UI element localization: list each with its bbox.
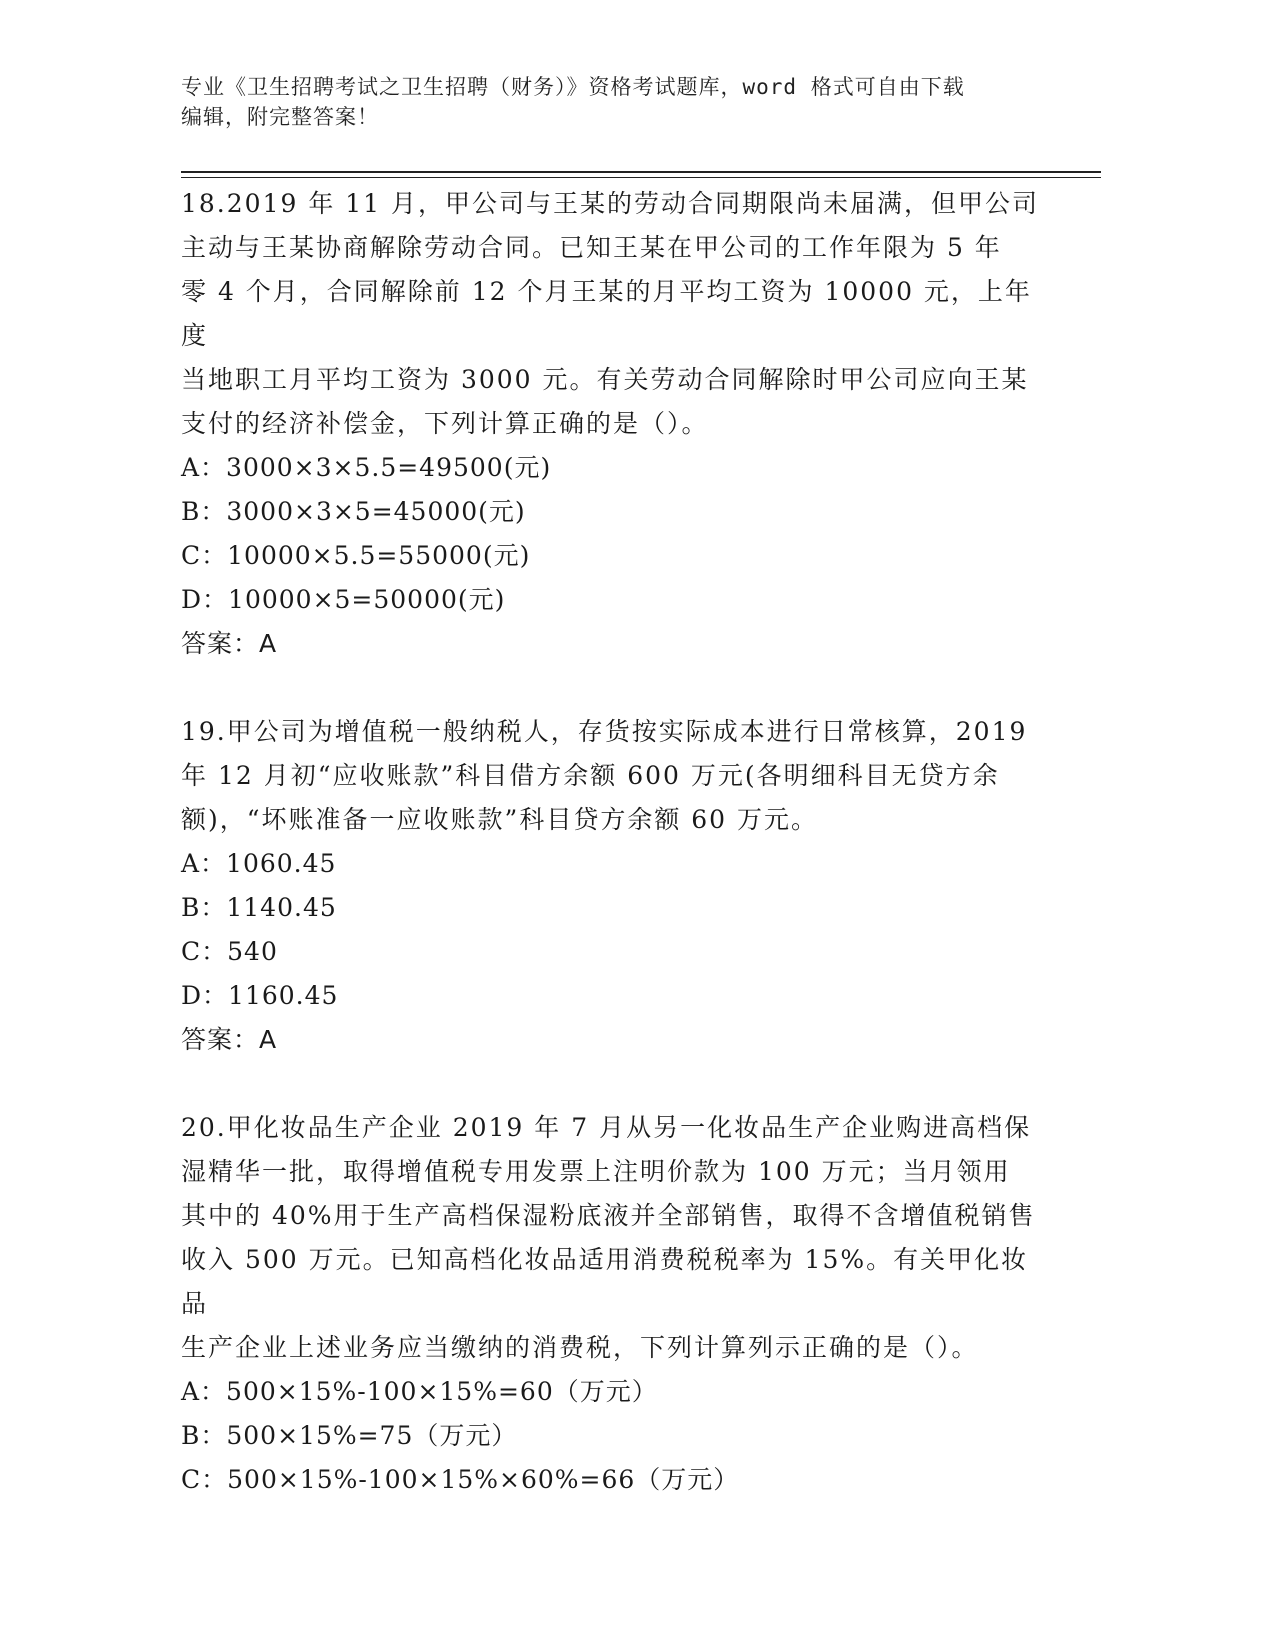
stem-line: 当地职工月平均工资为 3000 元。有关劳动合同解除时甲公司应向王某	[181, 365, 1029, 394]
question-spacer	[181, 666, 1041, 710]
answer-line: 答案：A	[181, 629, 278, 658]
questions-container	[181, 182, 1041, 1502]
option-b: B：500×15%=75（万元）	[181, 1421, 518, 1450]
option-c: C：540	[181, 937, 278, 966]
option-d: D：10000×5=50000(元)	[181, 585, 506, 614]
stem-line: 生产企业上述业务应当缴纳的消费税，下列计算列示正确的是（）。	[181, 1333, 979, 1362]
question-20	[181, 1106, 1041, 1502]
question-19	[181, 710, 1041, 1062]
header-divider-thick	[181, 171, 1101, 173]
stem-line: 湿精华一批，取得增值税专用发票上注明价款为 100 万元；当月领用	[181, 1157, 1011, 1186]
option-d: D：1160.45	[181, 981, 339, 1010]
answer-line: 答案：A	[181, 1025, 278, 1054]
stem-line: 20.甲化妆品生产企业 2019 年 7 月从另一化妆品生产企业购进高档保	[181, 1113, 1032, 1142]
stem-line: 18.2019 年 11 月，甲公司与王某的劳动合同期限尚未届满，但甲公司	[181, 189, 1040, 218]
stem-line: 其中的 40%用于生产高档保湿粉底液并全部销售，取得不含增值税销售	[181, 1201, 1036, 1230]
question-18	[181, 182, 1041, 666]
option-a: A：500×15%-100×15%=60（万元）	[181, 1377, 658, 1406]
header-line-2: 编辑，附完整答案！	[181, 105, 379, 129]
header-divider-thin	[181, 177, 1101, 178]
stem-line: 额)，“坏账准备一应收账款”科目贷方余额 60 万元。	[181, 805, 819, 834]
stem-line: 支付的经济补偿金，下列计算正确的是（）。	[181, 409, 709, 438]
stem-line: 年 12 月初“应收账款”科目借方余额 600 万元(各明细科目无贷方余	[181, 761, 1000, 790]
option-a: A：3000×3×5.5=49500(元)	[181, 453, 552, 482]
question-stem	[181, 182, 1041, 446]
option-a: A：1060.45	[181, 849, 337, 878]
header-line-1: 专业《卫生招聘考试之卫生招聘（财务）》资格考试题库，word 格式可自由下载	[181, 75, 965, 99]
stem-line: 主动与王某协商解除劳动合同。已知王某在甲公司的工作年限为 5 年	[181, 233, 1002, 262]
document-header	[181, 72, 1061, 132]
option-c: C：500×15%-100×15%×60%=66（万元）	[181, 1465, 740, 1494]
stem-line: 19.甲公司为增值税一般纳税人，存货按实际成本进行日常核算，2019	[181, 717, 1028, 746]
option-b: B：1140.45	[181, 893, 337, 922]
question-stem	[181, 1106, 1041, 1370]
stem-line: 零 4 个月，合同解除前 12 个月王某的月平均工资为 10000 元，上年度	[181, 277, 1032, 350]
question-spacer	[181, 1062, 1041, 1106]
question-stem	[181, 710, 1041, 842]
option-b: B：3000×3×5=45000(元)	[181, 497, 526, 526]
option-c: C：10000×5.5=55000(元)	[181, 541, 531, 570]
stem-line: 收入 500 万元。已知高档化妆品适用消费税税率为 15%。有关甲化妆品	[181, 1245, 1029, 1318]
